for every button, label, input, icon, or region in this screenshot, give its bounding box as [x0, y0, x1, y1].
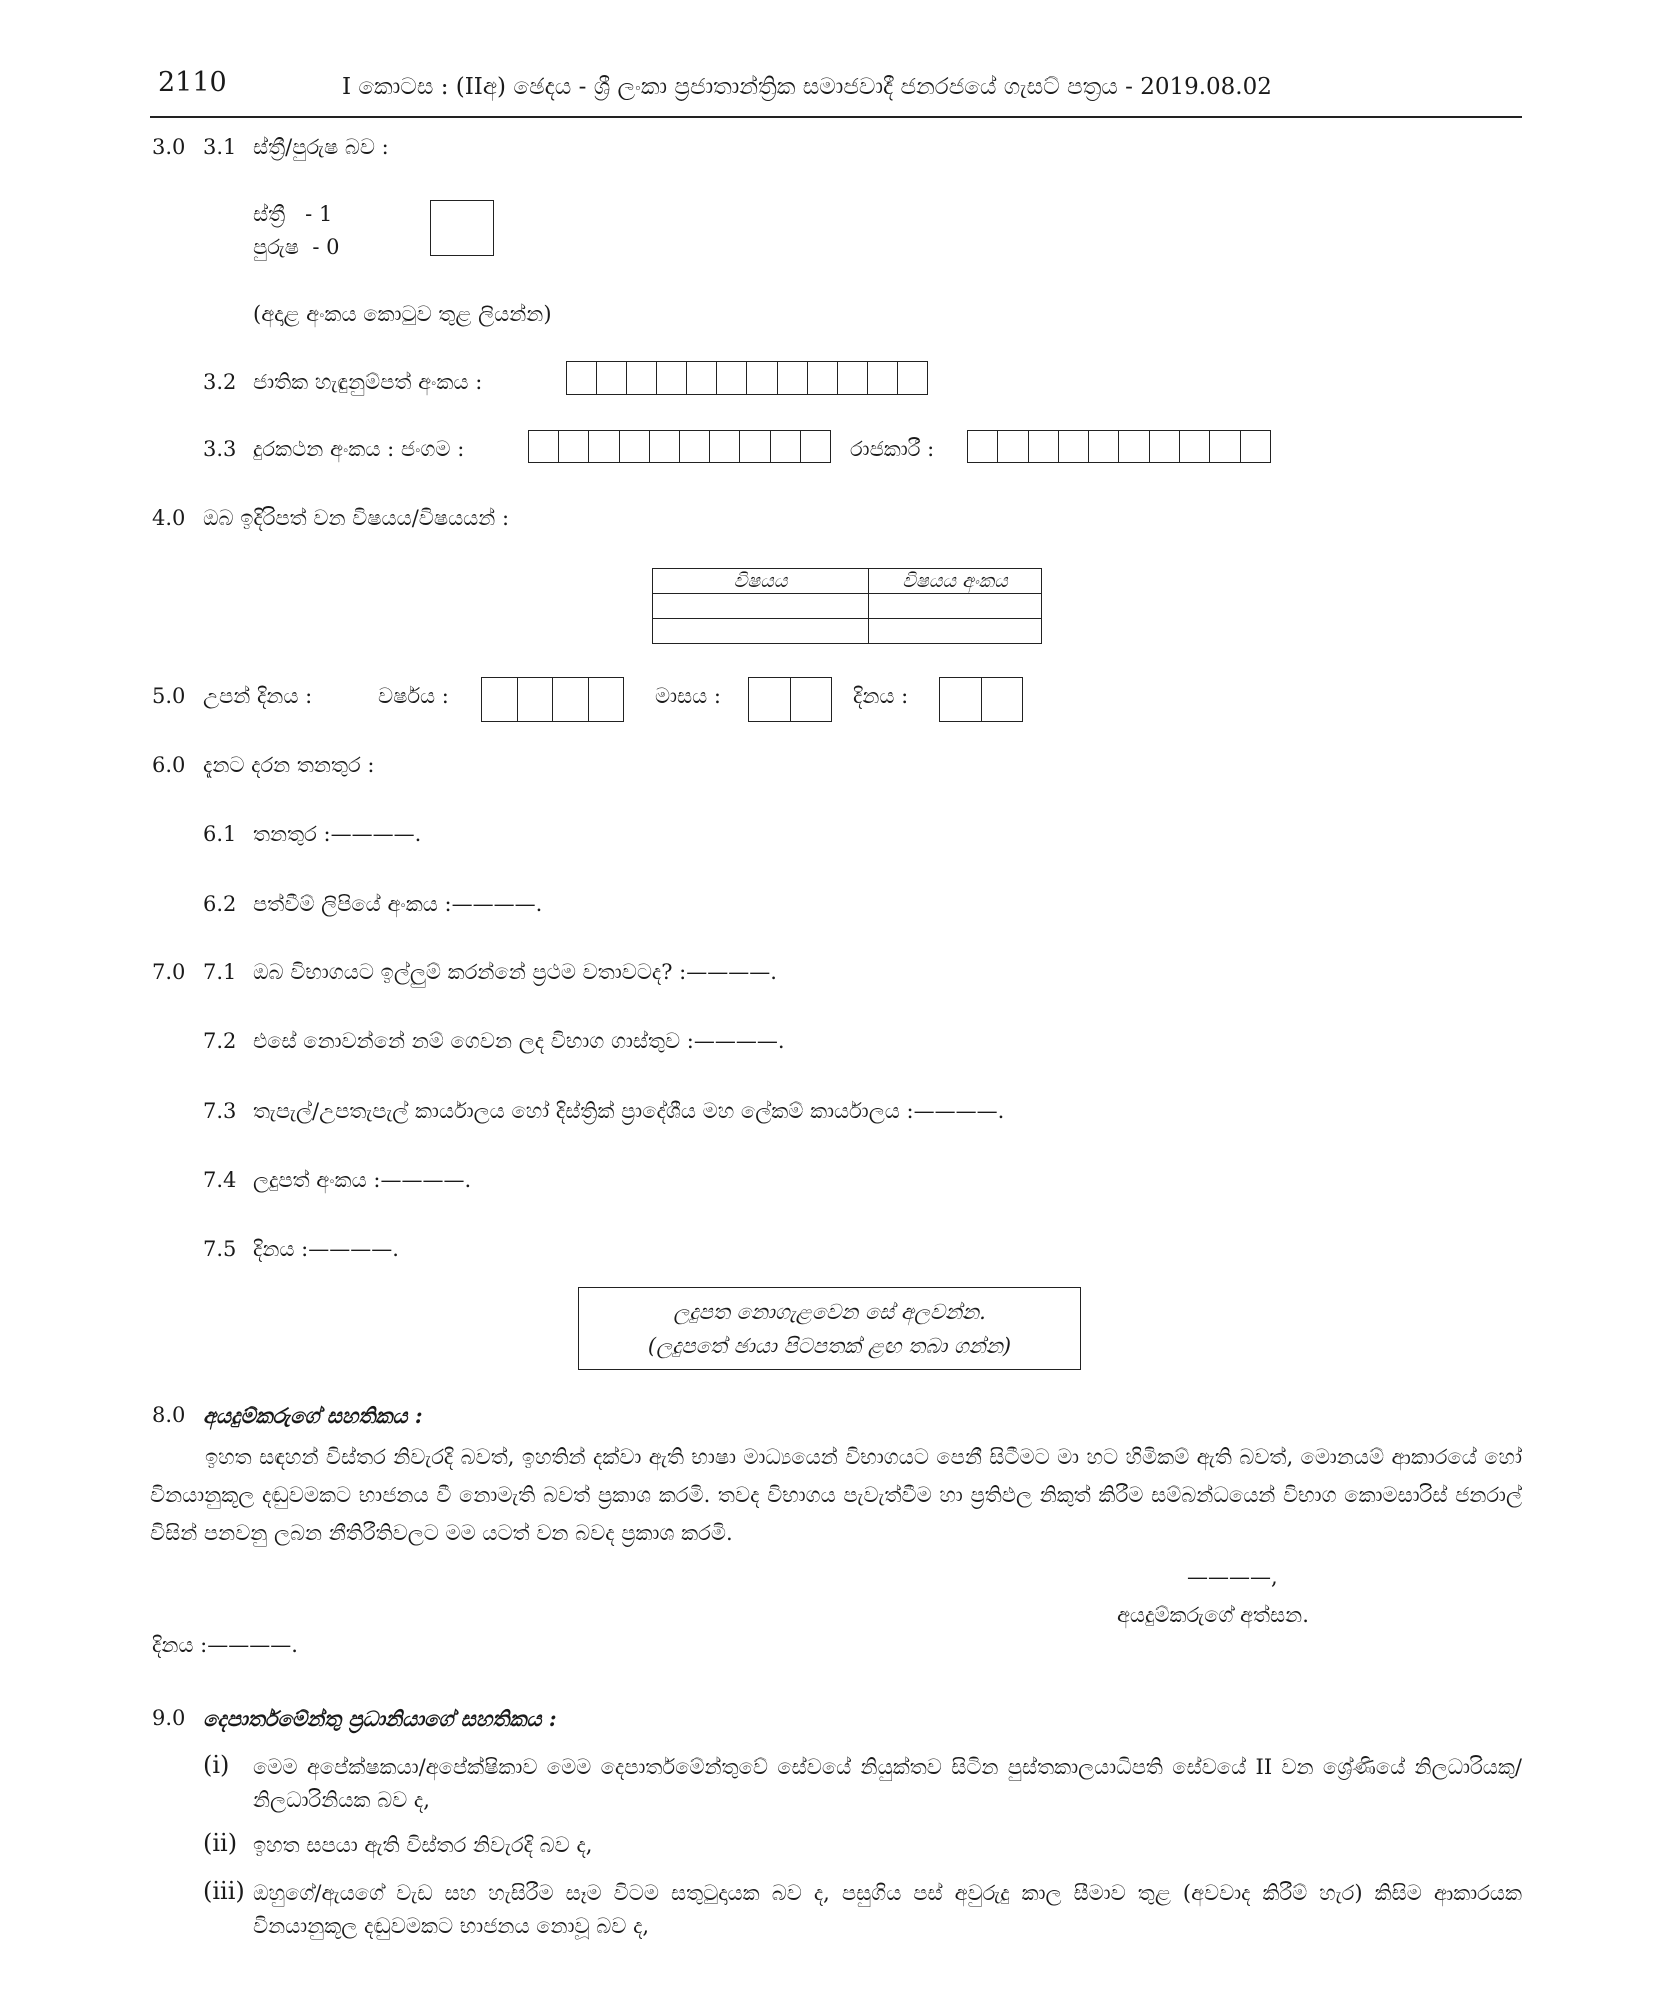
- phone-mobile-label: දුරකථන අංකය : ජංගම :: [253, 437, 465, 461]
- notice-line-2: (ලදුපතේ ඡායා පිටපතක් ළඟ තබා ගන්න): [647, 1334, 1012, 1358]
- section-3-number: 3.0: [152, 135, 186, 159]
- header-rule: [150, 116, 1522, 118]
- section-5-number: 5.0: [152, 684, 186, 708]
- section-6-2-number: 6.2: [203, 892, 237, 916]
- dob-month-boxes[interactable]: [748, 677, 832, 722]
- signature-line: ————,: [1187, 1565, 1278, 1589]
- gender-male-option: පුරුෂ - 0: [253, 235, 340, 259]
- mobile-number-boxes[interactable]: [528, 430, 831, 463]
- certificate-item-number: (ii): [203, 1829, 238, 1857]
- page-number: 2110: [158, 67, 227, 98]
- gender-female-option: ස්ත්‍රී - 1: [253, 202, 333, 226]
- section-6-1-number: 6.1: [203, 822, 237, 846]
- head-of-department-certificate-heading: දෙපාර්තමේන්තු ප්‍රධානියාගේ සහතිකය :: [203, 1706, 557, 1731]
- notice-line-1: ලදුපත නොගැළවෙන සේ අලවන්න.: [673, 1300, 986, 1324]
- certificate-item-number: (i): [203, 1751, 230, 1779]
- nic-number-boxes[interactable]: [566, 361, 928, 395]
- certificate-item-number: (iii): [203, 1877, 245, 1905]
- dob-day-boxes[interactable]: [939, 677, 1023, 722]
- certificate-item-text: මෙම අපේක්ෂකයා/අපේක්ෂිකාව මෙම දෙපාර්තමේන්තුවේ සේවයේ නියුක්තව සිටින පුස්තකාලයාධිපති සේවයේ II වන ශ්‍රේණියේ නිලධාරියකු/නිලධාරිනියක බව ද,: [253, 1755, 1522, 1812]
- payment-office-field: තැපැල්/උපතැපැල් කාර්යාලය හෝ දිස්ත්‍රික් ප්‍රාදේශීය මහ ලේකම් කාර්යාලය :————.: [253, 1099, 1005, 1123]
- office-number-boxes[interactable]: [967, 430, 1271, 463]
- subject-column-header: විෂයය: [653, 569, 869, 594]
- section-7-5-number: 7.5: [203, 1237, 237, 1261]
- certificate-item-text: ඉහත සපයා ඇති විස්තර නිවැරදි බව ද,: [253, 1833, 593, 1857]
- subjects-label: ඔබ ඉදිරිපත් වන විෂයය/විෂයයන් :: [203, 506, 510, 530]
- section-3-2-number: 3.2: [203, 370, 237, 394]
- gazette-header-title: I කොටස : (IIඅ) ඡෙදය - ශ්‍රී ලංකා ප්‍රජාතාන්ත්‍රික සමාජවාදී ජනරජයේ ගැසට් පත්‍රය - 2019.08.02: [342, 74, 1272, 100]
- dob-month-label: මාසය :: [655, 684, 721, 708]
- subject-cell[interactable]: [653, 619, 869, 644]
- appointment-letter-field: පත්වීම් ලිපියේ අංකය :————.: [253, 892, 543, 916]
- section-4-number: 4.0: [152, 506, 186, 530]
- section-6-number: 6.0: [152, 753, 186, 777]
- nic-label: ජාතික හැඳුනුම්පත් අංකය :: [253, 370, 483, 394]
- exam-fee-field: එසේ නොවන්නේ නම් ගෙවන ලද විභාග ගාස්තුව :————.: [253, 1029, 785, 1053]
- current-post-label: දැනට දරන තනතුර :: [203, 753, 375, 777]
- receipt-date-field: දිනය :————.: [253, 1237, 399, 1261]
- section-3-3-number: 3.3: [203, 437, 237, 461]
- gender-code-box[interactable]: [430, 200, 494, 256]
- section-7-3-number: 7.3: [203, 1099, 237, 1123]
- dob-year-boxes[interactable]: [481, 677, 624, 722]
- subject-code-cell[interactable]: [869, 594, 1042, 619]
- dob-label: උපන් දිනය :: [203, 684, 313, 708]
- section-3-1-number: 3.1: [203, 135, 237, 159]
- section-8-number: 8.0: [152, 1403, 186, 1427]
- gender-instruction: (අදාළ අංකය කොටුව තුළ ලියන්න): [253, 302, 552, 326]
- applicant-certificate-heading: අයදුම්කරුගේ සහතිකය :: [203, 1403, 423, 1428]
- applicant-date-field: දිනය :————.: [152, 1633, 298, 1657]
- section-7-4-number: 7.4: [203, 1168, 237, 1192]
- section-7-2-number: 7.2: [203, 1029, 237, 1053]
- subject-cell[interactable]: [653, 594, 869, 619]
- section-7-1-number: 7.1: [203, 960, 237, 984]
- dob-day-label: දිනය :: [853, 684, 909, 708]
- first-attempt-field: ඔබ විභාගයට ඉල්ලුම් කරන්නේ ප්‍රථම වතාවටද? :————.: [253, 960, 777, 984]
- subject-code-cell[interactable]: [869, 619, 1042, 644]
- section-7-number: 7.0: [152, 960, 186, 984]
- signature-label: අයදුම්කරුගේ අත්සන.: [1117, 1603, 1309, 1627]
- dob-year-label: වර්ෂය :: [378, 684, 449, 708]
- subjects-table: [652, 568, 1042, 644]
- phone-office-label: රාජකාරී :: [850, 437, 935, 461]
- section-9-number: 9.0: [152, 1706, 186, 1730]
- receipt-paste-notice: [578, 1287, 1081, 1370]
- applicant-declaration-text: ඉහත සඳහන් විස්තර නිවැරදි බවත්, ඉහතින් දක්වා ඇති භාෂා මාධ්‍යයෙන් විභාගයට පෙනී සිටීමට මා හට හිමිකම් ඇති බවත්, මොනයම් ආකාරයේ හෝ විනයානුකූල දඬුවමකට භාජනය වී නොමැති බවත් ප්‍රකාශ කරමි. තවද විභාගය පැවැත්වීම හා ප්‍රතිඵල නිකුත් කිරීම සම්බන්ධයෙන් විභාග කොමසාරිස් ජනරාල් විසින් පනවනු ලබන නීතිරීතිවලට මම යටත් වන බවද ප්‍රකාශ කරමි.: [150, 1445, 1522, 1545]
- certificate-item-text: ඔහුගේ/ඇයගේ වැඩ සහ හැසිරීම සෑම විටම සතුටුදායක බව ද, පසුගිය පස් අවුරුදු කාල සීමාව තුළ (අවවාද කිරීම් හැර) කිසිම ආකාරයක විනයානුකූල දඬුවමකට භාජනය නොවූ බව ද,: [253, 1881, 1522, 1938]
- post-field: තනතුර :————.: [253, 822, 422, 846]
- receipt-number-field: ලදුපත් අංකය :————.: [253, 1168, 472, 1192]
- subject-code-column-header: විෂයය අංකය: [869, 569, 1042, 594]
- gender-label: ස්ත්‍රී/පුරුෂ බව :: [253, 135, 389, 159]
